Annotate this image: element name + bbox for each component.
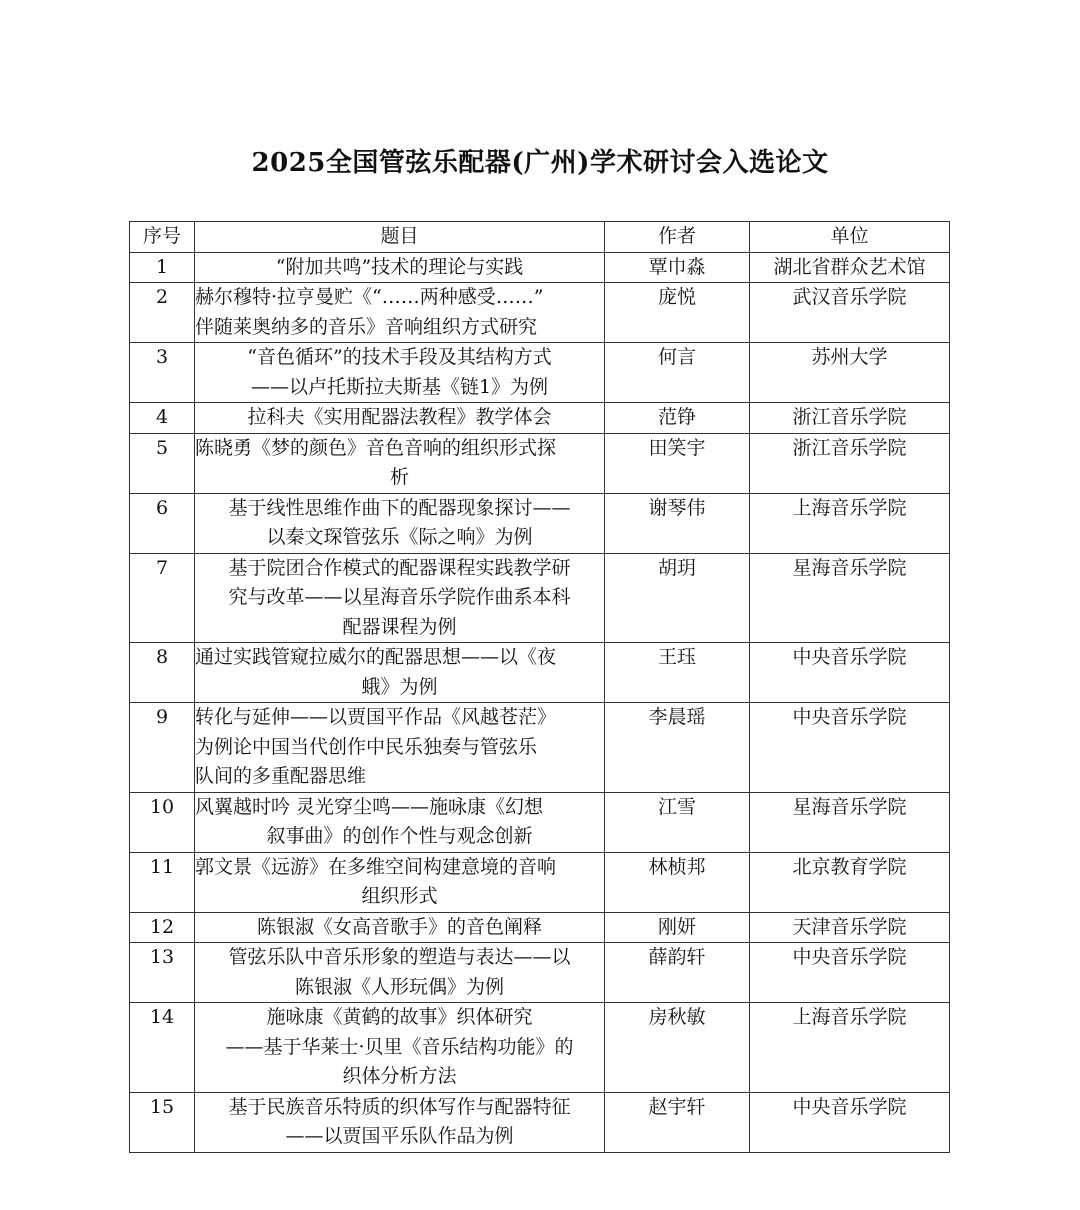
row-author: 林桢邦	[605, 852, 750, 912]
row-unit: 中央音乐学院	[750, 703, 950, 793]
row-author: 庞悦	[605, 283, 750, 343]
row-title	[195, 553, 605, 643]
row-no: 1	[130, 252, 195, 283]
table-row	[130, 403, 950, 434]
row-title	[195, 403, 605, 434]
row-no: 9	[130, 703, 195, 793]
row-author: 薛韵轩	[605, 943, 750, 1003]
row-title	[195, 943, 605, 1003]
title-line: 郭文景《远游》在多维空间构建意境的音响	[195, 855, 557, 878]
title-line: 基于线性思维作曲下的配器现象探讨——	[228, 496, 571, 519]
row-unit: 中央音乐学院	[750, 943, 950, 1003]
document-title: 2025全国管弦乐配器(广州)学术研讨会入选论文	[251, 148, 829, 178]
title-line: 拉科夫《实用配器法教程》教学体会	[247, 406, 552, 428]
row-unit: 北京教育学院	[750, 852, 950, 912]
title-line: ——以卢托斯拉夫斯基《链1》为例	[250, 375, 549, 398]
row-title	[195, 852, 605, 912]
row-unit: 苏州大学	[750, 343, 950, 403]
title-line: 配器课程为例	[342, 615, 457, 638]
row-unit: 湖北省群众艺术馆	[750, 252, 950, 283]
row-title	[195, 252, 605, 283]
row-author: 李晨瑶	[605, 703, 750, 793]
row-unit: 星海音乐学院	[750, 792, 950, 852]
title-line: 蛾》为例	[361, 675, 438, 698]
title-line: 织体分析方法	[342, 1065, 457, 1087]
row-unit: 中央音乐学院	[750, 1092, 950, 1152]
header-no: 序号	[130, 222, 195, 253]
row-unit: 天津音乐学院	[750, 912, 950, 943]
title-line: 为例论中国当代创作中民乐独奏与管弦乐	[195, 735, 538, 758]
table-row	[130, 252, 950, 283]
row-unit: 浙江音乐学院	[750, 403, 950, 434]
row-no: 11	[130, 852, 195, 912]
row-no: 6	[130, 493, 195, 553]
table-row	[130, 643, 950, 703]
table-header-row	[130, 222, 950, 253]
header-title: 题目	[195, 222, 605, 253]
title-line: 陈银淑《女高音歌手》的音色阐释	[256, 915, 542, 938]
row-title	[195, 433, 605, 493]
header-author: 作者	[605, 222, 750, 253]
selected-papers-table	[129, 221, 950, 1153]
table-row	[130, 343, 950, 403]
row-no: 5	[130, 433, 195, 493]
row-unit: 星海音乐学院	[750, 553, 950, 643]
row-author: 房秋敏	[605, 1003, 750, 1093]
row-author: 何言	[605, 343, 750, 403]
row-unit: 浙江音乐学院	[750, 433, 950, 493]
table-row	[130, 553, 950, 643]
row-title	[195, 703, 605, 793]
row-unit: 武汉音乐学院	[750, 283, 950, 343]
title-line: 基于院团合作模式的配器课程实践教学研	[228, 556, 571, 579]
row-author: 谢琴伟	[605, 493, 750, 553]
title-line: 叙事曲》的创作个性与观念创新	[266, 825, 533, 847]
row-no: 3	[130, 343, 195, 403]
row-title	[195, 1092, 605, 1152]
row-author: 田笑宇	[605, 433, 750, 493]
row-unit: 中央音乐学院	[750, 643, 950, 703]
title-line: 究与改革——以星海音乐学院作曲系本科	[228, 586, 571, 608]
title-line: 伴随莱奥纳多的音乐》音响组织方式研究	[195, 315, 538, 338]
table-row	[130, 1003, 950, 1093]
table-row	[130, 1092, 950, 1152]
table-row	[130, 283, 950, 343]
table-row	[130, 433, 950, 493]
row-author: 胡玥	[605, 553, 750, 643]
title-line: 转化与延伸——以贾国平作品《风越苍茫》	[195, 706, 557, 728]
row-title	[195, 343, 605, 403]
row-no: 7	[130, 553, 195, 643]
row-author: 江雪	[605, 792, 750, 852]
title-line: “音色循环”的技术手段及其结构方式	[247, 346, 552, 368]
title-line: “附加共鸣”技术的理论与实践	[275, 255, 524, 278]
header-unit: 单位	[750, 222, 950, 253]
title-line: 陈晓勇《梦的颜色》音色音响的组织形式探	[195, 436, 557, 459]
title-line: 队间的多重配器思维	[195, 765, 367, 787]
row-no: 8	[130, 643, 195, 703]
title-line: 施咏康《黄鹤的故事》织体研究	[266, 1006, 533, 1028]
row-title	[195, 792, 605, 852]
row-author: 覃巾淼	[605, 252, 750, 283]
table-row	[130, 703, 950, 793]
row-no: 10	[130, 792, 195, 852]
title-line: 管弦乐队中音乐形象的塑造与表达——以	[228, 946, 571, 968]
title-line: 组织形式	[361, 885, 438, 907]
row-author: 范铮	[605, 403, 750, 434]
row-author: 刚妍	[605, 912, 750, 943]
row-no: 2	[130, 283, 195, 343]
title-line: 赫尔穆特·拉亨曼贮《“……两种感受……”	[195, 286, 544, 308]
row-no: 13	[130, 943, 195, 1003]
row-unit: 上海音乐学院	[750, 1003, 950, 1093]
row-author: 王珏	[605, 643, 750, 703]
row-no: 4	[130, 403, 195, 434]
title-line: 以秦文琛管弦乐《际之响》为例	[266, 526, 533, 548]
table-row	[130, 943, 950, 1003]
table-row	[130, 912, 950, 943]
row-no: 12	[130, 912, 195, 943]
title-line: ——以贾国平乐队作品为例	[285, 1125, 514, 1147]
title-line: 陈银淑《人形玩偶》为例	[294, 975, 504, 998]
row-author: 赵宇轩	[605, 1092, 750, 1152]
title-line: 基于民族音乐特质的织体写作与配器特征	[228, 1095, 571, 1118]
row-title	[195, 1003, 605, 1093]
row-unit: 上海音乐学院	[750, 493, 950, 553]
row-title	[195, 493, 605, 553]
table-row	[130, 493, 950, 553]
row-no: 14	[130, 1003, 195, 1093]
row-no: 15	[130, 1092, 195, 1152]
title-line: 析	[389, 466, 409, 488]
title-line: 通过实践管窥拉威尔的配器思想——以《夜	[195, 646, 557, 668]
title-line: ——基于华莱士·贝里《音乐结构功能》的	[225, 1035, 574, 1058]
table-row	[130, 792, 950, 852]
row-title	[195, 643, 605, 703]
table-row	[130, 852, 950, 912]
row-title	[195, 912, 605, 943]
title-line: 风翼越时吟 灵光穿尘鸣——施咏康《幻想	[195, 795, 544, 818]
row-title	[195, 283, 605, 343]
